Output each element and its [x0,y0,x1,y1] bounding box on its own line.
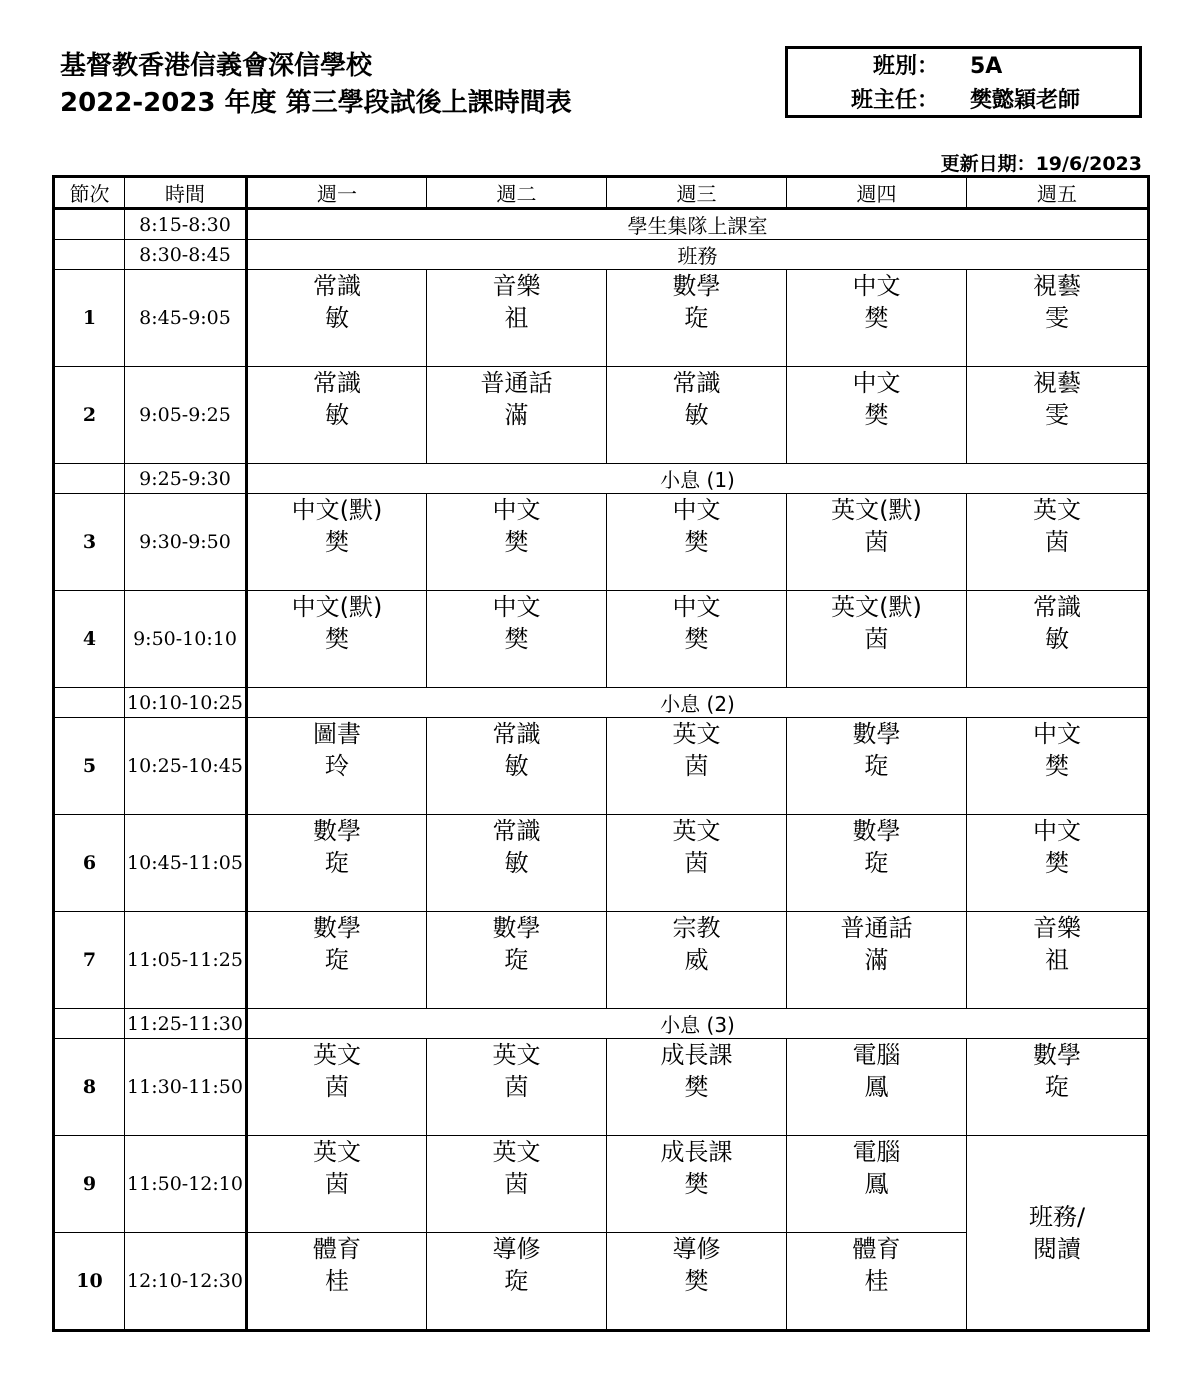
teacher: 滿 [864,946,889,974]
period-time: 11:05-11:25 [125,912,247,1009]
banner-time: 10:10-10:25 [125,688,247,718]
subject: 音樂 [492,272,541,300]
lesson-cell [787,912,967,1009]
teacher-label: 班主任： [850,88,939,113]
header-fri: 週五 [967,177,1149,209]
lesson-cell [247,1233,427,1331]
period-number: 6 [54,815,125,912]
subject: 圖書 [313,720,361,748]
header-period: 節次 [54,177,125,209]
teacher: 樊 [684,1073,709,1101]
timetable [52,175,1150,1332]
subject: 英文 [492,1138,541,1166]
teacher: 茵 [325,1073,349,1101]
subject: 中文 [492,496,541,524]
lesson-cell [787,367,967,464]
teacher: 敏 [1045,625,1069,653]
lesson-cell [787,1136,967,1233]
subject: 成長課 [660,1138,733,1166]
lesson-cell [427,367,607,464]
lesson-cell [967,718,1149,815]
teacher: 茵 [325,1170,349,1198]
subject: 普通話 [480,369,553,397]
banner-row-assembly [54,209,1149,240]
lesson-cell [247,1136,427,1233]
teacher: 敏 [504,849,529,877]
lesson-cell [427,270,607,367]
banner-text: 小息 (3) [247,1009,1149,1039]
teacher: 威 [684,946,709,974]
teacher: 樊 [1045,849,1069,877]
teacher: 樊 [684,1267,709,1295]
period-time: 11:30-11:50 [125,1039,247,1136]
lesson-cell [427,718,607,815]
teacher: 琁 [864,752,889,780]
school-name: 基督教香港信義會深信學校 [60,51,373,81]
subject: 英文 [492,1041,541,1069]
lesson-cell [247,815,427,912]
banner-period [54,464,125,494]
period-number: 3 [54,494,125,591]
friday-merged-cell [967,1136,1149,1331]
period-number: 4 [54,591,125,688]
teacher: 茵 [1045,528,1069,556]
updated-date: 更新日期：19/6/2023 [940,153,1142,175]
subject: 中文 [1033,817,1081,845]
subject: 英文(默) [831,593,922,621]
lesson-cell [247,270,427,367]
teacher: 茵 [504,1170,529,1198]
subject: 電腦 [852,1041,901,1069]
lesson-cell [607,591,787,688]
lesson-cell [607,815,787,912]
lesson-cell [427,591,607,688]
subject: 常識 [492,817,541,845]
lesson-cell [607,494,787,591]
teacher: 祖 [1045,946,1069,974]
merged-line-2: 閱讀 [1033,1234,1081,1263]
lesson-cell [967,912,1149,1009]
subject: 中文 [672,593,721,621]
subject: 中文(默) [291,496,383,524]
subject: 中文(默) [291,593,383,621]
subject: 體育 [852,1235,901,1263]
subject: 視藝 [1033,369,1081,397]
lesson-cell [247,591,427,688]
subject: 視藝 [1033,272,1081,300]
subject: 中文 [672,496,721,524]
lesson-cell [607,718,787,815]
subject: 常識 [672,369,721,397]
teacher: 樊 [864,304,889,332]
teacher: 祖 [504,304,529,332]
lesson-cell [967,270,1149,367]
subject: 數學 [313,817,361,845]
lesson-cell [607,270,787,367]
merged-line-1: 班務/ [1028,1202,1086,1231]
lesson-cell [787,591,967,688]
teacher: 鳳 [864,1170,889,1198]
lesson-cell [247,367,427,464]
lesson-cell [247,912,427,1009]
teacher: 琁 [325,849,349,877]
subject: 數學 [852,817,901,845]
teacher: 樊 [504,625,529,653]
lesson-cell [967,815,1149,912]
teacher: 滿 [504,401,529,429]
lesson-cell [787,1233,967,1331]
timetable-subtitle: 2022-2023 年度 第三學段試後上課時間表 [60,88,572,118]
teacher: 鳳 [864,1073,889,1101]
class-value: 5A [970,54,1003,79]
header-time: 時間 [125,177,247,209]
banner-text: 小息 (1) [247,464,1149,494]
period-number: 2 [54,367,125,464]
teacher: 樊 [325,528,349,556]
period-number: 8 [54,1039,125,1136]
subject: 音樂 [1033,914,1081,942]
period-row [54,718,1149,815]
teacher: 茵 [684,752,709,780]
teacher: 琁 [325,946,349,974]
banner-time: 8:15-8:30 [125,209,247,240]
lesson-cell [967,367,1149,464]
period-number: 10 [54,1233,125,1331]
subject: 英文 [313,1138,361,1166]
lesson-cell [967,591,1149,688]
teacher: 桂 [864,1267,889,1295]
period-time: 9:05-9:25 [125,367,247,464]
subject: 數學 [1033,1041,1081,1069]
subject: 宗教 [672,914,721,942]
lesson-cell [787,1039,967,1136]
banner-time: 9:25-9:30 [125,464,247,494]
lesson-cell [247,718,427,815]
subject: 中文 [852,272,901,300]
subject: 導修 [492,1235,541,1263]
period-time: 11:50-12:10 [125,1136,247,1233]
teacher: 琁 [504,946,529,974]
banner-time: 11:25-11:30 [125,1009,247,1039]
header-mon: 週一 [247,177,427,209]
subject: 英文 [1033,496,1081,524]
teacher: 敏 [684,401,709,429]
banner-row-duties [54,240,1149,270]
teacher: 敏 [504,752,529,780]
teacher: 茵 [864,625,889,653]
teacher: 茵 [864,528,889,556]
lesson-cell [787,815,967,912]
lesson-cell [427,912,607,1009]
subject: 常識 [492,720,541,748]
teacher: 桂 [325,1267,349,1295]
lesson-cell [427,1039,607,1136]
teacher: 雯 [1045,304,1069,332]
teacher: 敏 [325,304,349,332]
subject: 常識 [1033,593,1081,621]
subject: 導修 [672,1235,721,1263]
teacher-value: 樊懿穎老師 [970,88,1081,113]
period-time: 8:45-9:05 [125,270,247,367]
lesson-cell [967,1039,1149,1136]
period-number: 9 [54,1136,125,1233]
subject: 體育 [313,1235,361,1263]
lesson-cell [607,1039,787,1136]
subject: 中文 [852,369,901,397]
header-tue: 週二 [427,177,607,209]
subject: 英文 [672,720,721,748]
teacher: 雯 [1045,401,1069,429]
banner-period [54,240,125,270]
banner-period [54,688,125,718]
header-wed: 週三 [607,177,787,209]
lesson-cell [427,815,607,912]
teacher: 樊 [684,528,709,556]
period-row [54,591,1149,688]
lesson-cell [247,1039,427,1136]
header-thu: 週四 [787,177,967,209]
banner-row-break2 [54,688,1149,718]
teacher: 樊 [1045,752,1069,780]
header-title-block [60,48,572,122]
banner-time: 8:30-8:45 [125,240,247,270]
period-number: 1 [54,270,125,367]
teacher: 琁 [684,304,709,332]
teacher: 敏 [325,401,349,429]
period-row [54,815,1149,912]
class-info-box [785,46,1142,118]
class-label: 班別： [872,54,939,79]
banner-row-break3 [54,1009,1149,1039]
lesson-cell [787,718,967,815]
banner-text: 小息 (2) [247,688,1149,718]
subject: 英文 [672,817,721,845]
period-number: 7 [54,912,125,1009]
teacher: 樊 [504,528,529,556]
subject: 常識 [313,369,361,397]
subject: 電腦 [852,1138,901,1166]
period-time: 12:10-12:30 [125,1233,247,1331]
subject: 英文(默) [831,496,922,524]
lesson-cell [427,494,607,591]
subject: 中文 [1033,720,1081,748]
lesson-cell [247,494,427,591]
period-time: 10:45-11:05 [125,815,247,912]
period-row [54,367,1149,464]
teacher: 玲 [325,752,349,780]
period-row [54,1039,1149,1136]
lesson-cell [787,270,967,367]
teacher: 茵 [504,1073,529,1101]
teacher: 琁 [864,849,889,877]
lesson-cell [967,494,1149,591]
class-row [788,51,1139,83]
teacher: 樊 [684,625,709,653]
lesson-cell [607,1136,787,1233]
teacher: 茵 [684,849,709,877]
period-row [54,912,1149,1009]
period-time: 9:50-10:10 [125,591,247,688]
banner-row-break1 [54,464,1149,494]
subject: 普通話 [840,914,913,942]
teacher: 琁 [1045,1073,1069,1101]
subject: 數學 [672,272,721,300]
period-time: 10:25-10:45 [125,718,247,815]
lesson-cell [607,367,787,464]
subject: 英文 [313,1041,361,1069]
lesson-cell [607,1233,787,1331]
banner-text: 學生集隊上課室 [247,209,1149,240]
period-time: 9:30-9:50 [125,494,247,591]
lesson-cell [787,494,967,591]
teacher: 樊 [684,1170,709,1198]
teacher: 琁 [504,1267,529,1295]
banner-period [54,209,125,240]
lesson-cell [607,912,787,1009]
period-row [54,270,1149,367]
teacher: 樊 [864,401,889,429]
lesson-cell [427,1136,607,1233]
banner-period [54,1009,125,1039]
subject: 成長課 [660,1041,733,1069]
subject: 常識 [313,272,361,300]
header-row [54,177,1149,209]
subject: 中文 [492,593,541,621]
teacher: 樊 [325,625,349,653]
period-row [54,1136,1149,1233]
period-row [54,494,1149,591]
lesson-cell [427,1233,607,1331]
subject: 數學 [313,914,361,942]
subject: 數學 [492,914,541,942]
subject: 數學 [852,720,901,748]
banner-text: 班務 [247,240,1149,270]
teacher-row [788,85,1139,117]
period-number: 5 [54,718,125,815]
